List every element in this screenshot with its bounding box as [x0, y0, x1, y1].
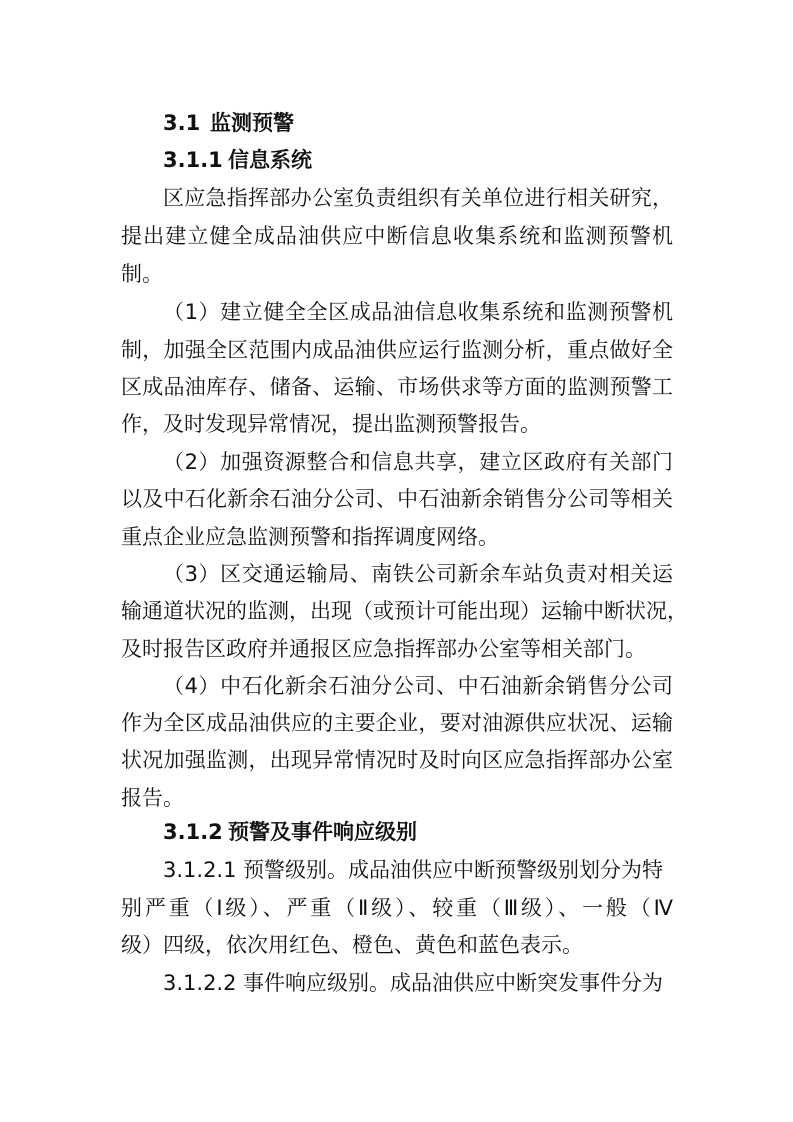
clause-3-1-2-1-first-line — [163, 860, 673, 881]
list-item-line: 作为全区成品油供应的主要企业，要对油源供应状况、运输 — [121, 711, 673, 735]
list-item-line: 以及中石化新余石油分公司、中石油新余销售分公司等相关 — [121, 487, 673, 511]
clause-text: 事件响应级别。成品油供应中断突发事件分为 — [243, 971, 663, 995]
subsection-number: 3.1.1 — [163, 148, 223, 172]
paragraph-line: 制。 — [121, 262, 163, 286]
list-item-line: 输通道状况的监测，出现（或预计可能出现）运输中断状况， — [121, 599, 688, 623]
subsection-title: 信息系统 — [228, 148, 312, 172]
list-item-line: 状况加强监测，出现异常情况时及时向区应急指挥部办公室 — [121, 748, 673, 772]
list-item-line: （3）区交通运输局、南铁公司新余车站负责对相关运 — [163, 562, 673, 586]
section-number: 3.1 — [163, 111, 201, 135]
list-item-line: 区成品油库存、储备、运输、市场供求等方面的监测预警工 — [121, 375, 673, 399]
subsection-number: 3.1.2 — [163, 820, 223, 844]
clause-number: 3.1.2.2 — [163, 971, 237, 995]
subsection-title: 预警及事件响应级别 — [228, 820, 417, 844]
paragraph-line: 提出建立健全成品油供应中断信息收集系统和监测预警机 — [121, 224, 673, 248]
list-item-line: （2）加强资源整合和信息共享，建立区政府有关部门 — [163, 450, 673, 474]
list-item-line: 报告。 — [121, 786, 184, 810]
paragraph-line: 别严重（Ⅰ级）、严重（Ⅱ级）、较重（Ⅲ级）、一般（Ⅳ — [121, 896, 673, 920]
clause-text: 预警级别。成品油供应中断预警级别划分为特 — [243, 858, 663, 882]
list-item-line: （4）中石化新余石油分公司、中石油新余销售分公司 — [163, 674, 673, 698]
list-item-line: 作，及时发现异常情况，提出监测预警报告。 — [121, 412, 541, 436]
list-item-line: 重点企业应急监测预警和指挥调度网络。 — [121, 525, 499, 549]
section-heading — [163, 113, 294, 134]
clause-number: 3.1.2.1 — [163, 858, 237, 882]
list-item-line: 及时报告区政府并通报区应急指挥部办公室等相关部门。 — [121, 637, 646, 661]
paragraph-line: 区应急指挥部办公室负责组织有关单位进行相关研究， — [163, 186, 673, 210]
section-title: 监测预警 — [210, 111, 294, 135]
list-item-line: （1）建立健全全区成品油信息收集系统和监测预警机 — [163, 300, 673, 324]
clause-3-1-2-2-first-line — [163, 973, 673, 994]
subsection-heading-info-system — [163, 150, 312, 171]
paragraph-line: 级）四级，依次用红色、橙色、黄色和蓝色表示。 — [121, 933, 583, 957]
list-item-line: 制，加强全区范围内成品油供应运行监测分析，重点做好全 — [121, 338, 673, 362]
subsection-heading-warning-levels — [163, 822, 417, 843]
